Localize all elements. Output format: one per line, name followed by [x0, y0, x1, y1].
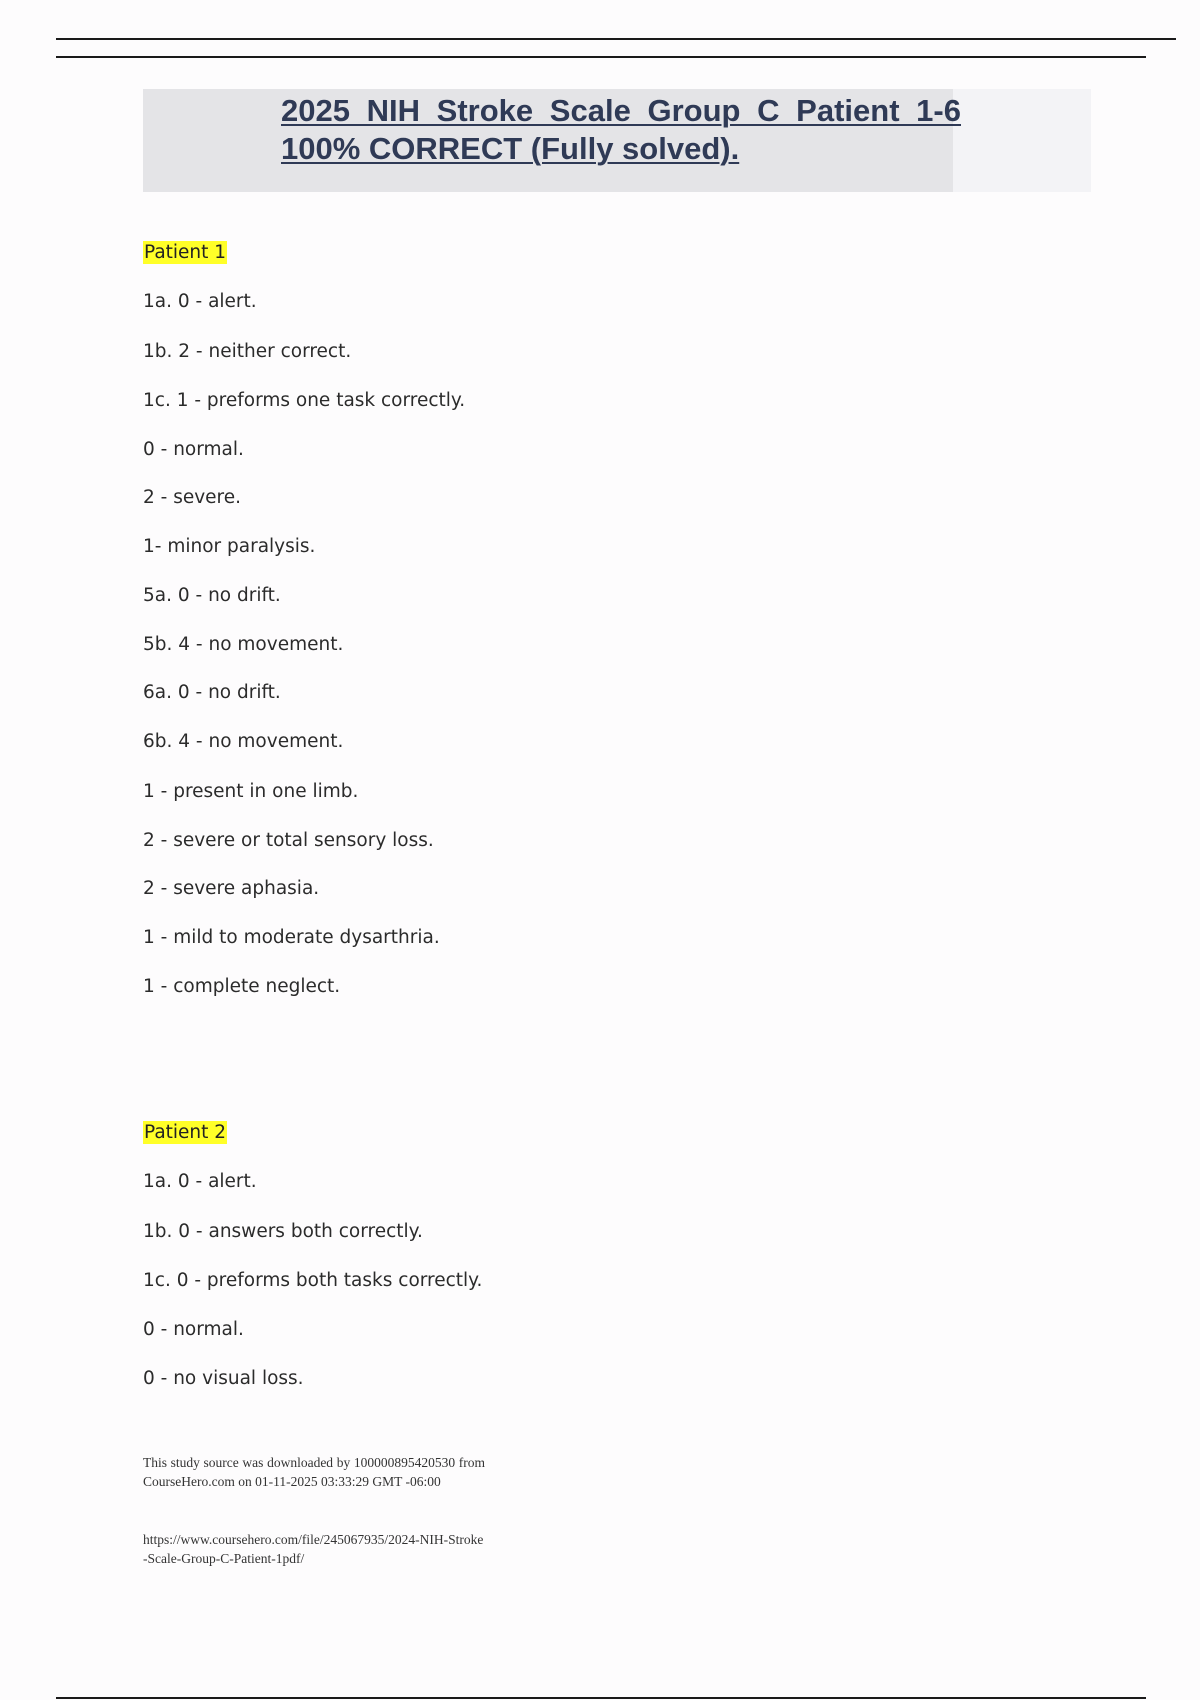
list-item: 1a. 0 - alert.	[143, 291, 257, 312]
header-rule	[56, 38, 1176, 40]
patient-2-heading-label: Patient 2	[144, 1122, 227, 1143]
list-item: 1 - mild to moderate dysarthria.	[143, 927, 440, 948]
source-notice: This study source was downloaded by 100000895420530 from CourseHero.com on 01-11-2025 03:33:29 GMT -06:00	[143, 1455, 485, 1489]
patient-1-heading	[143, 240, 227, 266]
list-item: 1 - complete neglect.	[143, 976, 341, 997]
list-item: 1a. 0 - alert.	[143, 1171, 257, 1192]
list-item: 1b. 0 - answers both correctly.	[143, 1221, 423, 1242]
list-item: 6b. 4 - no movement.	[143, 731, 344, 752]
document-title	[281, 92, 961, 168]
list-item: 2 - severe or total sensory loss.	[143, 830, 434, 851]
title-banner	[143, 89, 1091, 192]
list-item: 1c. 0 - preforms both tasks correctly.	[143, 1270, 483, 1291]
list-item: 1 - present in one limb.	[143, 781, 359, 802]
header-rule-secondary	[56, 56, 1146, 58]
list-item: 1b. 2 - neither correct.	[143, 341, 352, 362]
list-item: 2 - severe.	[143, 487, 242, 508]
patient-1-heading-label: Patient 1	[144, 242, 227, 263]
list-item: 6a. 0 - no drift.	[143, 682, 281, 703]
list-item: 0 - normal.	[143, 1319, 244, 1340]
list-item: 5b. 4 - no movement.	[143, 634, 344, 655]
list-item: 0 - normal.	[143, 439, 244, 460]
patient-2-heading	[143, 1120, 227, 1146]
list-item: 0 - no visual loss.	[143, 1368, 304, 1389]
source-url: https://www.coursehero.com/file/245067935/2024-NIH-Stroke-Scale-Group-C-Patient-1pdf/	[143, 1532, 484, 1566]
list-item: 5a. 0 - no drift.	[143, 585, 281, 606]
title-line-2: 100% CORRECT (Fully solved).	[281, 131, 740, 166]
list-item: 2 - severe aphasia.	[143, 878, 320, 899]
list-item: 1- minor paralysis.	[143, 536, 316, 557]
list-item: 1c. 1 - preforms one task correctly.	[143, 390, 466, 411]
footer-rule	[56, 1697, 1146, 1699]
title-line-1: 2025 NIH Stroke Scale Group C Patient 1-6	[281, 93, 961, 128]
